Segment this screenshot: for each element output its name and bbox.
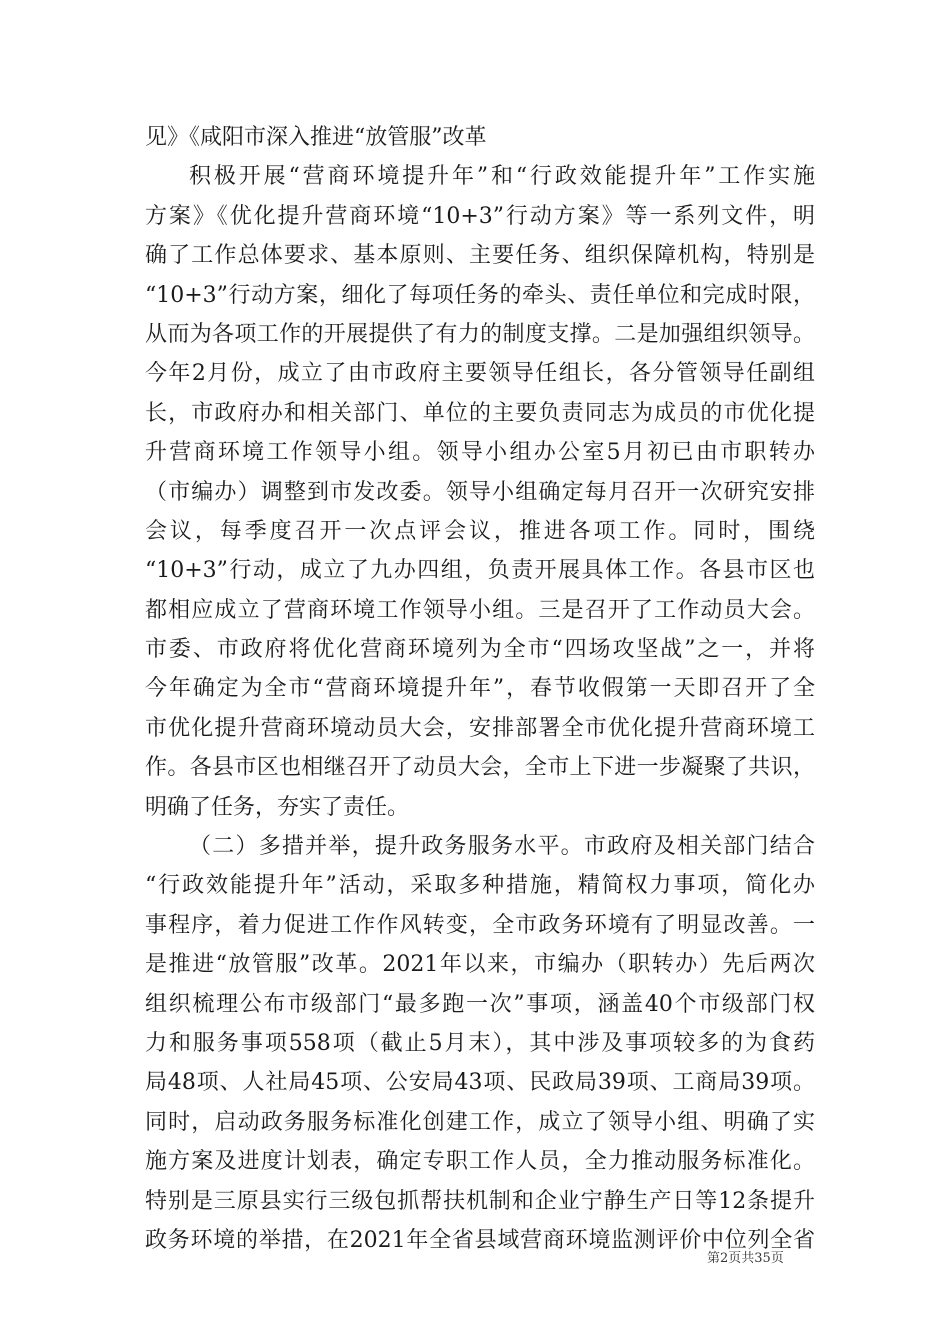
text-line: 事程序，着力促进工作作风转变，全市政务环境有了明显改善。一 <box>145 912 815 938</box>
text-line: （二）多措并举，提升政务服务水平。市政府及相关部门结合 <box>189 834 815 860</box>
text-line: 是推进“放管服”改革。2021年以来，市编办（职转办）先后两次 <box>145 952 815 978</box>
text-line: 会议，每季度召开一次点评会议，推进各项工作。同时，围绕 <box>145 518 815 544</box>
text-line: 政务环境的举措，在2021年全省县域营商环境监测评价中位列全省 <box>145 1227 815 1253</box>
page-number: 第2页共35页 <box>707 1251 784 1266</box>
text-line: “10+3”行动方案，细化了每项任务的牵头、责任单位和完成时限， <box>145 282 815 308</box>
text-line: 市优化提升营商环境动员大会，安排部署全市优化提升营商环境工 <box>145 715 815 741</box>
text-line: “行政效能提升年”活动，采取多种措施，精简权力事项，简化办 <box>145 873 815 899</box>
body-text <box>145 118 815 1260</box>
text-line: 特别是三原县实行三级包抓帮扶机制和企业宁静生产日等12条提升 <box>145 1188 815 1214</box>
text-line: 局48项、人社局45项、公安局43项、民政局39项、工商局39项。 <box>145 1070 815 1096</box>
text-line: （市编办）调整到市发改委。领导小组确定每月召开一次研究安排 <box>145 479 815 505</box>
text-line: 力和服务事项558项（截止5月末），其中涉及事项较多的为食药 <box>145 1030 815 1056</box>
text-line: 从而为各项工作的开展提供了有力的制度支撑。二是加强组织领导。 <box>145 321 815 347</box>
text-line: 同时，启动政务服务标准化创建工作，成立了领导小组、明确了实 <box>145 1109 815 1135</box>
text-line: 作。各县市区也相继召开了动员大会，全市上下进一步凝聚了共识， <box>145 755 815 781</box>
text-line: 市委、市政府将优化营商环境列为全市“四场攻坚战”之一，并将 <box>145 637 815 663</box>
text-line: 积极开展“营商环境提升年”和“行政效能提升年”工作实施 <box>189 164 815 190</box>
text-line: 施方案及进度计划表，确定专职工作人员，全力推动服务标准化。 <box>145 1149 815 1175</box>
text-line: 今年2月份，成立了由市政府主要领导任组长，各分管领导任副组 <box>145 361 815 387</box>
text-line: 升营商环境工作领导小组。领导小组办公室5月初已由市职转办 <box>145 440 815 466</box>
text-line: “10+3”行动，成立了九办四组，负责开展具体工作。各县市区也 <box>145 558 815 584</box>
text-line: 方案》《优化提升营商环境“10+3”行动方案》等一系列文件，明 <box>145 203 815 229</box>
text-line: 长，市政府办和相关部门、单位的主要负责同志为成员的市优化提 <box>145 400 815 426</box>
text-line: 见》《咸阳市深入推进“放管服”改革 <box>145 125 487 150</box>
text-line: 明确了任务，夯实了责任。 <box>145 794 410 820</box>
text-line: 今年确定为全市“营商环境提升年”，春节收假第一天即召开了全 <box>145 676 815 702</box>
text-line: 组织梳理公布市级部门“最多跑一次”事项，涵盖40个市级部门权 <box>145 991 815 1017</box>
text-line: 都相应成立了营商环境工作领导小组。三是召开了工作动员大会。 <box>145 597 815 623</box>
text-line: 确了工作总体要求、基本原则、主要任务、组织保障机构，特别是 <box>145 243 815 269</box>
